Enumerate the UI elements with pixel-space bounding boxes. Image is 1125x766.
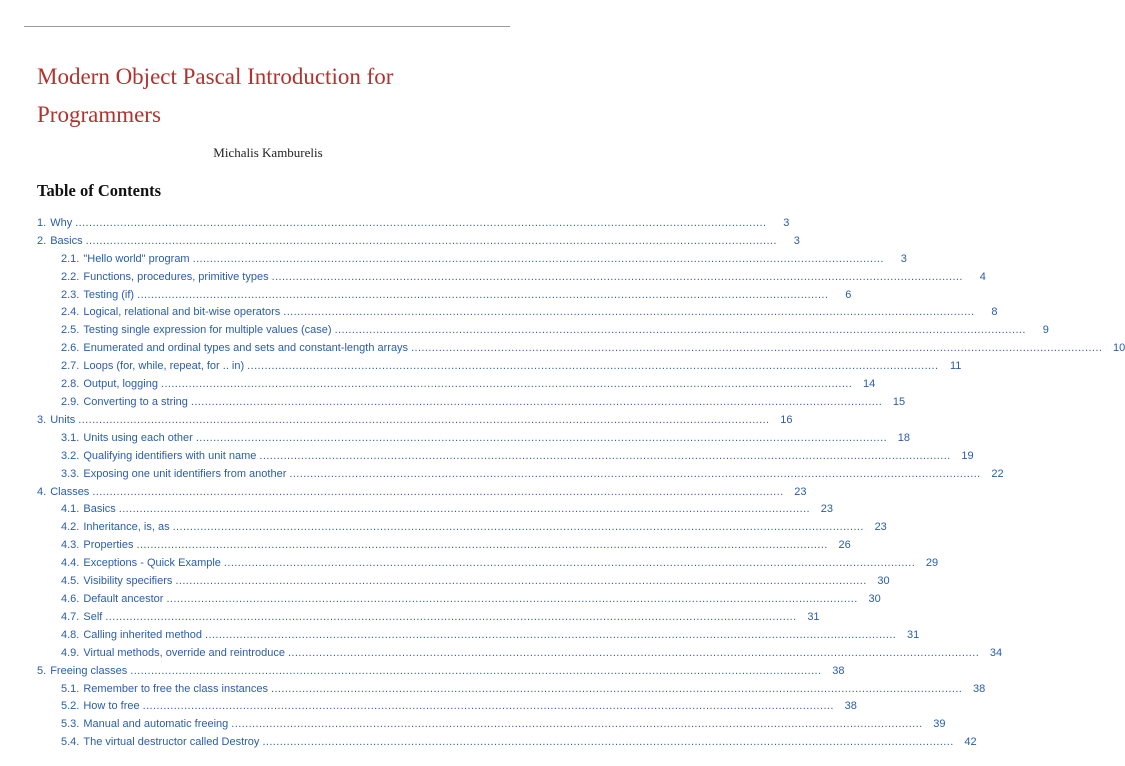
toc-entry-number: 2. (37, 234, 47, 247)
toc-dot-leader: ........................................................................................................................................................................................................ (195, 431, 888, 444)
toc-dot-leader: ........................................................................................................................................................................................................ (166, 592, 858, 605)
toc-entry-page-number: 11 (949, 360, 962, 373)
toc-dot-leader: ........................................................................................................................................................................................................ (137, 288, 829, 301)
toc-entry-label: Properties (83, 539, 134, 552)
toc-entry[interactable] (0, 286, 852, 304)
toc-dot-leader: ........................................................................................................................................................................................................ (190, 396, 883, 409)
toc-entry-number: 2.1. (61, 252, 80, 265)
toc-entry-number: 5.4. (61, 736, 80, 749)
toc-entry-number: 2.3. (61, 288, 80, 301)
toc-entry-label: Default ancestor (83, 592, 164, 605)
toc-entry-page-number: 38 (972, 682, 986, 695)
toc-entry-number: 5.3. (61, 718, 80, 731)
header-rule (24, 26, 510, 27)
toc-entry-number: 5.1. (61, 682, 80, 695)
toc-entry-label: Inheritance, is, as (83, 521, 170, 534)
toc-entry[interactable] (0, 321, 1049, 339)
toc-entry-page-number: 6 (845, 288, 852, 301)
toc-entry-number: 5.2. (61, 700, 80, 713)
toc-entry-page-number: 14 (862, 378, 876, 391)
toc-entry[interactable] (0, 214, 790, 232)
toc-entry-label: Functions, procedures, primitive types (83, 270, 269, 283)
toc-dot-leader: ........................................................................................................................................................................................................ (271, 682, 963, 695)
toc-entry[interactable] (0, 268, 986, 286)
toc-entry-number: 4. (37, 485, 47, 498)
toc-entry-page-number: 4 (979, 270, 986, 283)
toc-entry-label: Units (50, 413, 76, 426)
toc-entry-page-number: 22 (991, 467, 1004, 480)
toc-entry-page-number: 23 (820, 503, 833, 516)
toc-entry-number: 4.7. (61, 610, 80, 623)
toc-entry-label: Testing (if) (83, 288, 135, 301)
toc-entry-number: 4.1. (61, 503, 80, 516)
toc-entry-number: 4.5. (61, 575, 80, 588)
toc-dot-leader: ........................................................................................................................................................................................................ (287, 646, 980, 659)
toc-entry[interactable] (0, 608, 820, 626)
toc-entry-number: 3.1. (61, 431, 80, 444)
toc-entry[interactable] (0, 518, 887, 536)
toc-entry-page-number: 3 (783, 216, 790, 229)
toc-entry-page-number: 9 (1042, 324, 1049, 337)
toc-dot-leader: ........................................................................................................................................................................................................ (247, 360, 939, 373)
toc-dot-leader: ........................................................................................................................................................................................................ (136, 539, 828, 552)
toc-entry[interactable] (0, 554, 939, 572)
toc-entry-label: How to free (83, 700, 140, 713)
toc-entry-number: 3.3. (61, 467, 80, 480)
toc-dot-leader: ........................................................................................................................................................................................................ (142, 700, 834, 713)
toc-entry-page-number: 38 (832, 664, 845, 677)
toc-dot-leader: ........................................................................................................................................................................................................ (262, 736, 954, 749)
toc-entry-label: Units using each other (83, 431, 193, 444)
toc-entry[interactable] (0, 447, 974, 465)
toc-entry-number: 2.2. (61, 270, 80, 283)
toc-entry-page-number: 23 (874, 521, 887, 534)
toc-dot-leader: ........................................................................................................................................................................................................ (223, 557, 916, 570)
document-author: Michalis Kamburelis (213, 145, 323, 160)
toc-entry-label: Output, logging (83, 378, 158, 391)
toc-entry-number: 2.6. (61, 342, 80, 355)
toc-entry-label: Loops (for, while, repeat, for .. in) (83, 360, 245, 373)
toc-dot-leader: ........................................................................................................................................................................................................ (160, 378, 853, 391)
toc-entry-label: Exposing one unit identifiers from another (83, 467, 287, 480)
toc-entry-label: Freeing classes (50, 664, 128, 677)
toc-entry-page-number: 3 (793, 234, 800, 247)
toc-entry-page-number: 39 (933, 718, 946, 731)
toc-entry[interactable] (0, 250, 907, 268)
toc-dot-leader: ........................................................................................................................................................................................................ (105, 610, 797, 623)
toc-entry[interactable] (0, 375, 876, 393)
toc-entry[interactable] (0, 304, 998, 322)
toc-dot-leader: ........................................................................................................................................................................................................ (231, 718, 923, 731)
toc-dot-leader: ........................................................................................................................................................................................................ (205, 628, 897, 641)
toc-entry-number: 2.9. (61, 396, 80, 409)
toc-entry[interactable] (0, 339, 1125, 357)
toc-entry-page-number: 10 (1113, 342, 1125, 355)
toc-entry-number: 2.7. (61, 360, 80, 373)
toc-entry-label: Converting to a string (83, 396, 188, 409)
toc-dot-leader: ........................................................................................................................................................................................................ (411, 342, 1103, 355)
toc-entry-label: Self (83, 610, 103, 623)
toc-entry-number: 4.8. (61, 628, 80, 641)
toc-entry-number: 4.3. (61, 539, 80, 552)
toc-dot-leader: ........................................................................................................................................................................................................ (78, 413, 770, 426)
toc-entry-label: Testing single expression for multiple values (case) (83, 324, 332, 337)
toc-entry-page-number: 30 (877, 575, 890, 588)
toc-entry[interactable] (0, 536, 851, 554)
toc-entry-page-number: 29 (925, 557, 939, 570)
toc-entry-page-number: 3 (900, 252, 907, 265)
toc-dot-leader: ........................................................................................................................................................................................................ (334, 324, 1026, 337)
toc-entry-number: 4.9. (61, 646, 80, 659)
toc-dot-leader: ........................................................................................................................................................................................................ (118, 503, 810, 516)
toc-entry[interactable] (0, 357, 962, 375)
toc-entry-number: 3. (37, 413, 47, 426)
toc-entry[interactable] (0, 465, 1004, 483)
toc-entry-label: Virtual methods, override and reintroduce (83, 646, 285, 659)
toc-entry-label: Basics (50, 234, 83, 247)
toc-entry[interactable] (0, 644, 1003, 662)
toc-entry-page-number: 38 (844, 700, 857, 713)
toc-heading: Table of Contents (37, 181, 162, 200)
toc-entry-number: 3.2. (61, 449, 80, 462)
toc-entry-label: Calling inherited method (83, 628, 202, 641)
toc-entry-number: 4.2. (61, 521, 80, 534)
toc-dot-leader: ........................................................................................................................................................................................................ (259, 449, 951, 462)
toc-entry-label: Remember to free the class instances (83, 682, 268, 695)
toc-entry-page-number: 15 (892, 396, 906, 409)
toc-entry[interactable] (0, 733, 977, 751)
toc-entry[interactable] (0, 429, 911, 447)
toc-entry[interactable] (0, 662, 845, 680)
toc-entry[interactable] (0, 411, 793, 429)
toc-entry-label: Classes (50, 485, 90, 498)
toc-dot-leader: ........................................................................................................................................................................................................ (175, 575, 867, 588)
toc-entry-page-number: 18 (897, 431, 911, 444)
toc-dot-leader: ........................................................................................................................................................................................................ (172, 521, 864, 534)
toc-entry-page-number: 42 (964, 736, 977, 749)
toc-entry-number: 2.4. (61, 306, 80, 319)
toc-entry[interactable] (0, 232, 800, 250)
toc-entry-label: "Hello world" program (83, 252, 190, 265)
toc-dot-leader: ........................................................................................................................................................................................................ (130, 664, 822, 677)
toc-entry-page-number: 19 (961, 449, 974, 462)
toc-entry-number: 2.5. (61, 324, 80, 337)
table-of-contents (0, 214, 1125, 751)
toc-entry[interactable] (0, 501, 833, 519)
toc-entry-number: 2.8. (61, 378, 80, 391)
toc-entry[interactable] (0, 590, 881, 608)
toc-entry-page-number: 23 (794, 485, 807, 498)
toc-entry-page-number: 8 (991, 306, 998, 319)
toc-entry[interactable] (0, 680, 986, 698)
toc-entry-number: 5. (37, 664, 47, 677)
toc-entry-label: The virtual destructor called Destroy (83, 736, 260, 749)
toc-entry-label: Exceptions - Quick Example (83, 557, 221, 570)
toc-entry[interactable] (0, 572, 890, 590)
toc-entry[interactable] (0, 626, 920, 644)
toc-dot-leader: ........................................................................................................................................................................................................ (289, 467, 981, 480)
toc-entry-page-number: 26 (838, 539, 851, 552)
toc-entry-page-number: 16 (780, 413, 793, 426)
toc-entry-label: Qualifying identifiers with unit name (83, 449, 257, 462)
toc-entry-page-number: 31 (906, 628, 920, 641)
toc-dot-leader: ........................................................................................................................................................................................................ (92, 485, 784, 498)
toc-dot-leader: ........................................................................................................................................................................................................ (85, 234, 777, 247)
toc-entry-number: 1. (37, 216, 47, 229)
toc-entry-label: Why (50, 216, 73, 229)
toc-entry-number: 4.4. (61, 557, 80, 570)
toc-entry-label: Enumerated and ordinal types and sets and constant-length arrays (83, 342, 409, 355)
toc-entry-label: Logical, relational and bit-wise operators (83, 306, 281, 319)
toc-entry[interactable] (0, 715, 946, 733)
toc-entry[interactable] (0, 483, 807, 501)
toc-dot-leader: ........................................................................................................................................................................................................ (271, 270, 963, 283)
toc-dot-leader: ........................................................................................................................................................................................................ (75, 216, 767, 229)
toc-entry-page-number: 30 (868, 592, 881, 605)
toc-entry-number: 4.6. (61, 592, 80, 605)
toc-dot-leader: ........................................................................................................................................................................................................ (283, 306, 975, 319)
toc-entry-label: Visibility specifiers (83, 575, 173, 588)
toc-entry[interactable] (0, 697, 857, 715)
toc-entry-page-number: 31 (807, 610, 820, 623)
toc-dot-leader: ........................................................................................................................................................................................................ (192, 252, 884, 265)
toc-entry-label: Basics (83, 503, 116, 516)
toc-entry-page-number: 34 (989, 646, 1003, 659)
toc-entry[interactable] (0, 393, 906, 411)
document-title: Modern Object Pascal Introduction for Programmers (37, 64, 394, 127)
toc-entry-label: Manual and automatic freeing (83, 718, 229, 731)
